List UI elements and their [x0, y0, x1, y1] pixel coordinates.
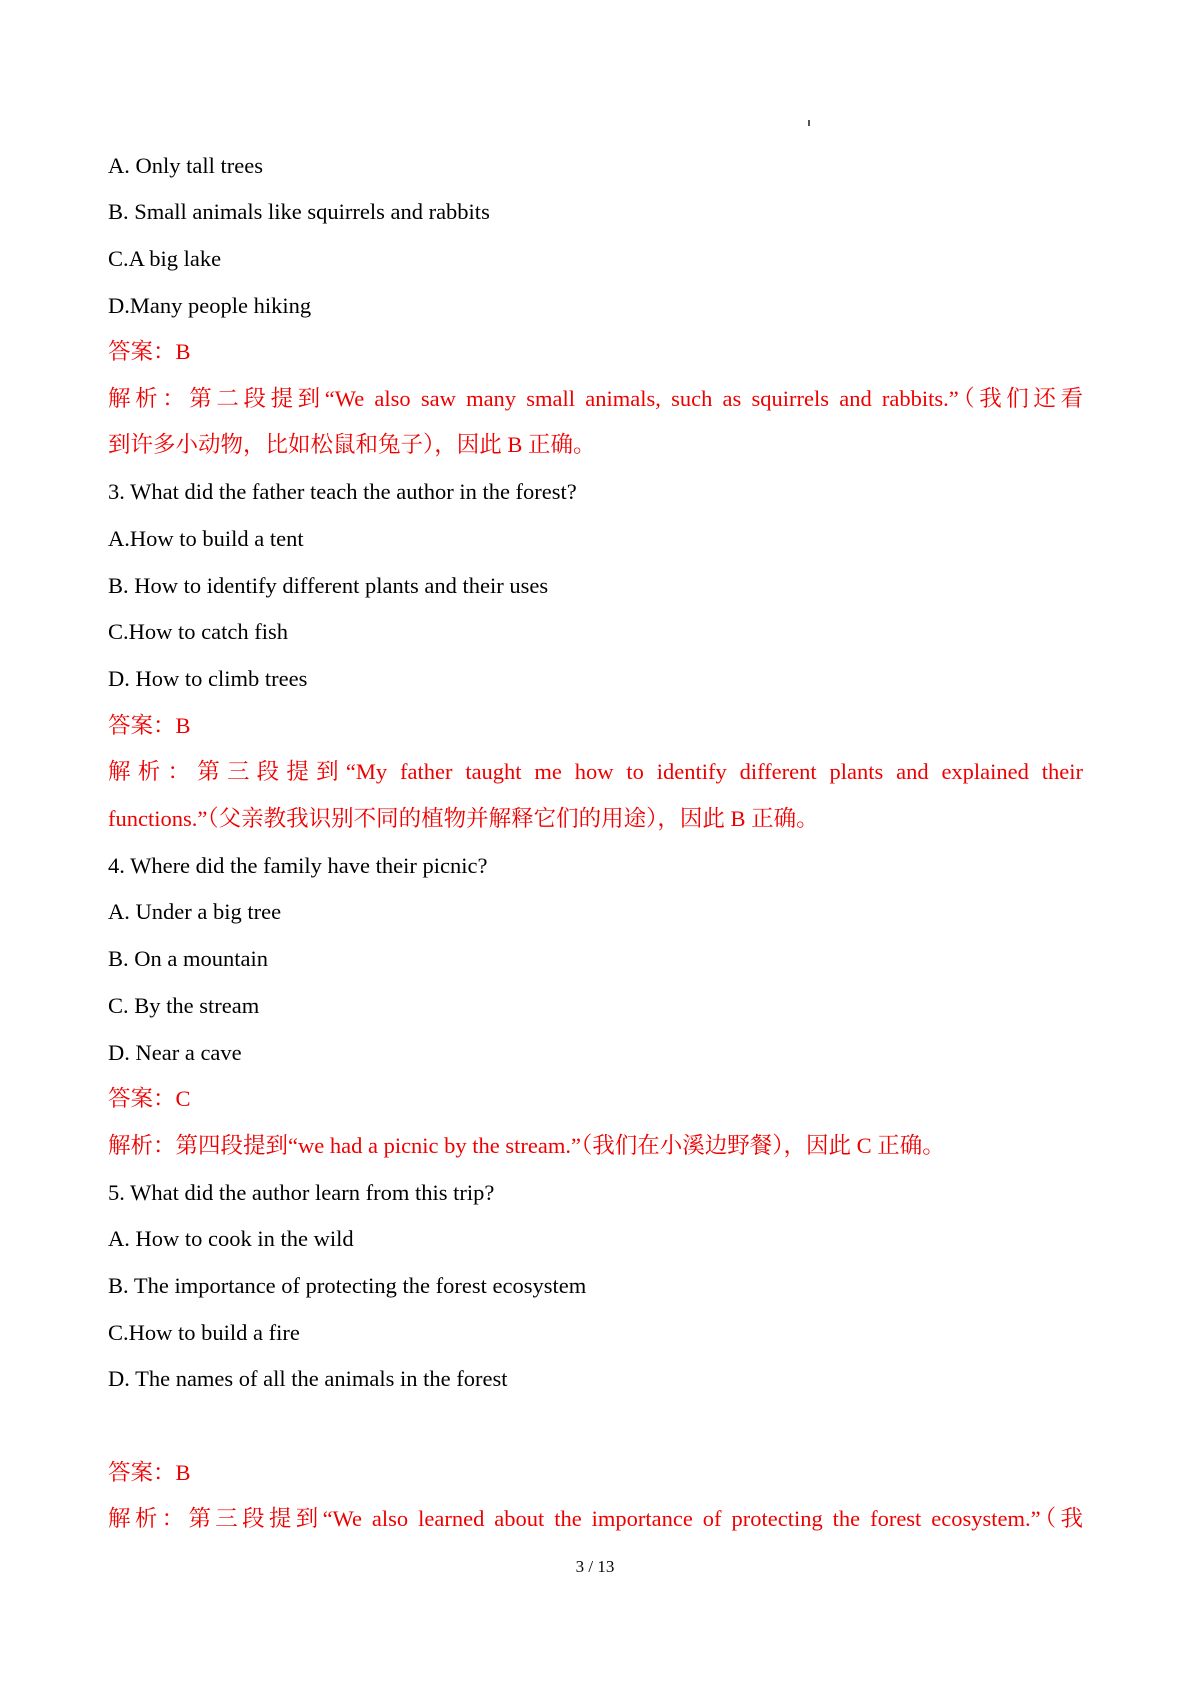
option-line: A. How to cook in the wild: [108, 1226, 354, 1251]
analysis-line: 解析：第二段提到“We also saw many small animals, such as squirrels and rabbits.”（我们还看: [108, 386, 1083, 411]
question-line: 4. Where did the family have their picnic?: [108, 853, 488, 878]
option-line: D.Many people hiking: [108, 293, 312, 318]
option-line: C.How to build a fire: [108, 1320, 300, 1345]
option-line: A. Under a big tree: [108, 899, 282, 924]
option-line: A.How to build a tent: [108, 526, 304, 551]
question-line: 5. What did the author learn from this trip?: [108, 1180, 495, 1205]
answer-line: 答案：B: [108, 713, 191, 738]
question-line: 3. What did the father teach the author in the forest?: [108, 479, 577, 504]
analysis-line: 到许多小动物，比如松鼠和兔子），因此 B 正确。: [108, 432, 596, 457]
option-line: D. The names of all the animals in the forest: [108, 1366, 508, 1391]
answer-line: 答案：B: [108, 1460, 191, 1485]
option-line: B. The importance of protecting the forest ecosystem: [108, 1273, 587, 1298]
answer-line: 答案：B: [108, 339, 191, 364]
option-line: B. How to identify different plants and their uses: [108, 573, 549, 598]
option-line: C. By the stream: [108, 993, 260, 1018]
option-line: D. Near a cave: [108, 1040, 242, 1065]
analysis-line: functions.”（父亲教我识别不同的植物并解释它们的用途），因此 B 正确。: [108, 806, 819, 831]
option-line: C.How to catch fish: [108, 619, 288, 644]
option-line: D. How to climb trees: [108, 666, 308, 691]
option-line: A. Only tall trees: [108, 153, 263, 178]
analysis-line: 解析：第三段提到“My father taught me how to identify different plants and explained their: [108, 759, 1083, 784]
option-line: B. Small animals like squirrels and rabbits: [108, 199, 490, 224]
option-line: C.A big lake: [108, 246, 222, 271]
answer-line: 答案：C: [108, 1086, 191, 1111]
page-number: 3 / 13: [575, 1557, 615, 1576]
analysis-line: 解析：第四段提到“we had a picnic by the stream.”（我们在小溪边野餐），因此 C 正确。: [108, 1133, 945, 1158]
page-mark: [808, 120, 810, 126]
option-line: B. On a mountain: [108, 946, 268, 971]
analysis-line: 解析：第三段提到“We also learned about the importance of protecting the forest ecosystem.”（我: [108, 1506, 1083, 1531]
